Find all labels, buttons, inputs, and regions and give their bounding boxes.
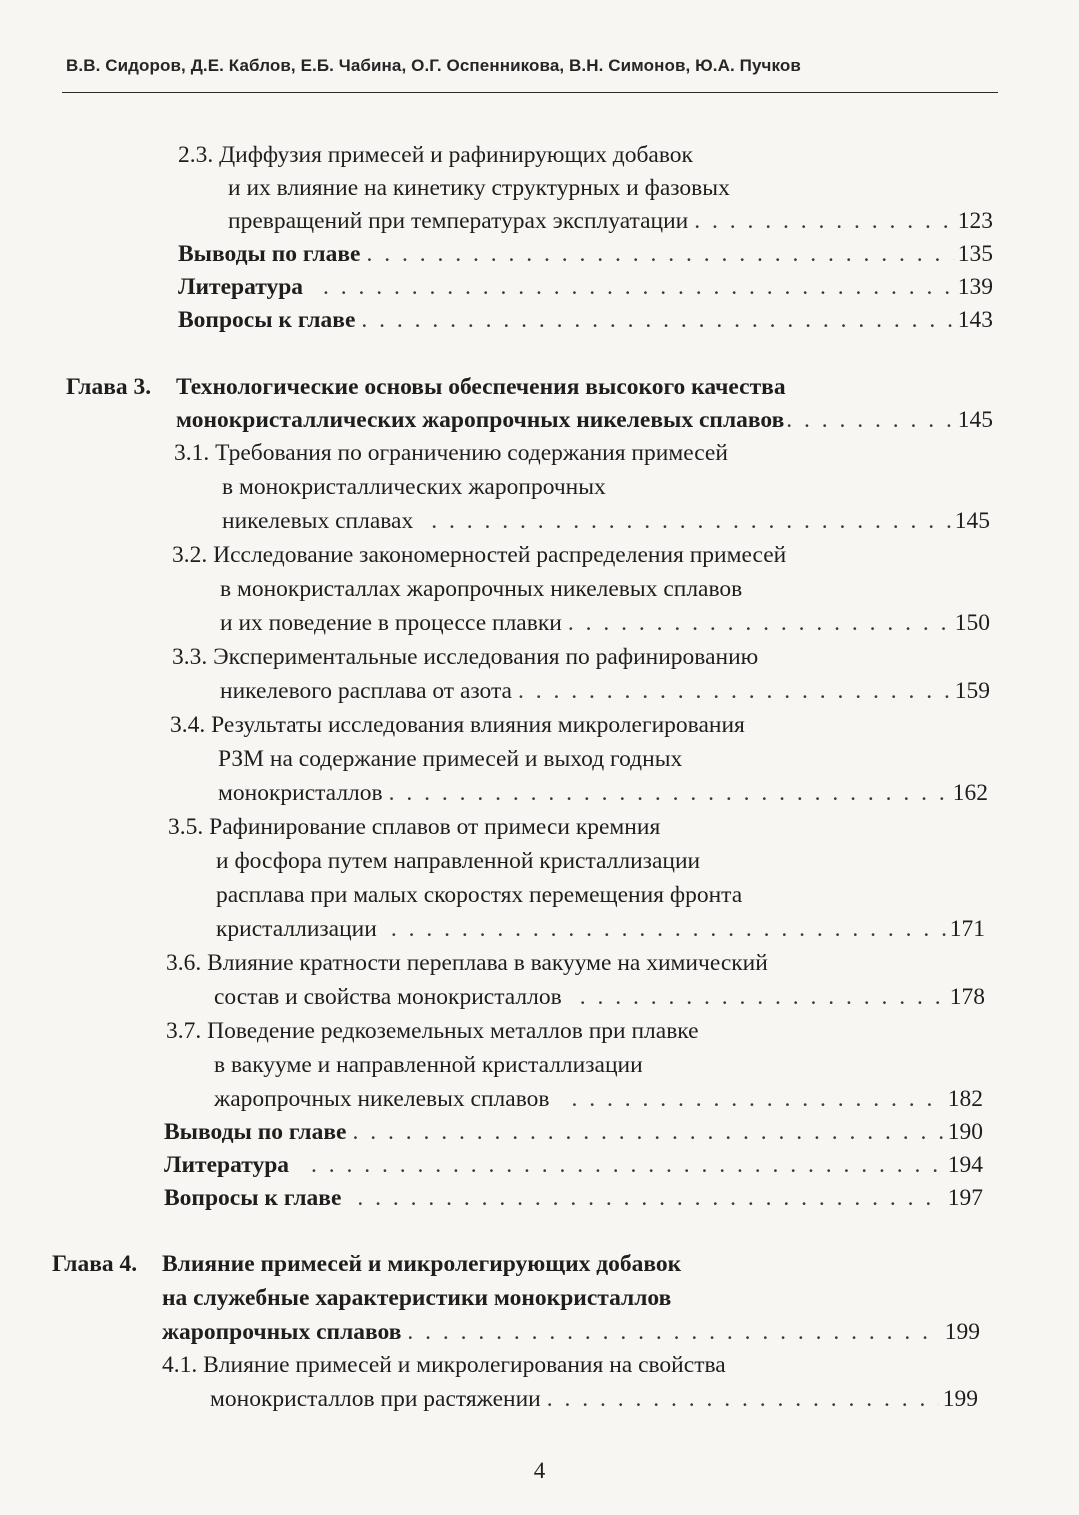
chapter-4-title-line-2: на служебные характеристики монокристаллов [162, 1285, 672, 1311]
leader-dots [391, 914, 946, 944]
toc-page-number: 145 [954, 508, 990, 534]
toc-page-number: 150 [954, 610, 990, 636]
toc-entry-ch2-questions[interactable] [178, 305, 993, 335]
toc-entry-3-4-line-3: монокристаллов [218, 780, 383, 806]
toc-page-number: 178 [949, 984, 985, 1010]
toc-entry-ch2-conclusions[interactable] [178, 239, 993, 269]
toc-entry-4-1-line-2: монокристаллов при растяжении [210, 1386, 541, 1412]
toc-entry-3-5-line-4: кристаллизации [216, 916, 377, 942]
toc-entry-label: Выводы по главе [164, 1119, 347, 1145]
leader-dots [580, 982, 946, 1012]
toc-entry-3-4-line-1: 3.4. Результаты исследования влияния микролегирования [170, 712, 745, 738]
toc-entry-4-1-line-1: 4.1. Влияние примесей и микролегирования на свойства [162, 1352, 726, 1378]
toc-entry-chapter-3[interactable] [176, 405, 993, 435]
leader-dots [311, 1150, 944, 1180]
leader-dots [518, 676, 951, 706]
toc-entry-3-1-line-2: в монокристаллических жаропрочных [222, 474, 606, 500]
leader-dots [786, 405, 953, 435]
toc-entry-3-7-line-1: 3.7. Поведение редкоземельных металлов при плавке [166, 1018, 699, 1044]
toc-page-number: 139 [957, 274, 993, 300]
toc-page-number: 171 [949, 916, 985, 942]
chapter-4-title-line-3: жаропрочных сплавов [162, 1319, 402, 1345]
toc-entry-label: Вопросы к главе [164, 1185, 342, 1211]
toc-entry-3-6[interactable] [214, 982, 985, 1012]
toc-page-number: 123 [957, 208, 993, 234]
toc-page-number: 162 [952, 780, 988, 806]
toc-entry-3-3-line-1: 3.3. Экспериментальные исследования по рафинированию [172, 644, 759, 670]
toc-entry-3-4-line-2: РЗМ на содержание примесей и выход годных [218, 746, 683, 772]
leader-dots [568, 608, 951, 638]
leader-dots [571, 1084, 943, 1114]
toc-page-number: 199 [944, 1319, 980, 1345]
toc-entry-ch3-conclusions[interactable] [164, 1117, 983, 1147]
toc-entry-3-2-line-1: 3.2. Исследование закономерностей распределения примесей [172, 542, 787, 568]
toc-page-number: 199 [942, 1386, 978, 1412]
toc-entry-2-3-line-1: 2.3. Диффузия примесей и рафинирующих добавок [178, 142, 693, 168]
toc-entry-label: Литература [178, 274, 304, 300]
toc-entry-3-5-line-2: и фосфора путем направленной кристаллизации [216, 848, 701, 874]
toc-entry-3-5[interactable] [216, 914, 985, 944]
toc-page-number: 194 [947, 1152, 983, 1178]
leader-dots [694, 206, 954, 236]
leader-dots [389, 778, 949, 808]
chapter-4-title-line-1: Влияние примесей и микролегирующих добавок [162, 1251, 682, 1277]
toc-entry-3-2-line-3: и их поведение в процессе плавки [220, 610, 562, 636]
toc-entry-ch3-questions[interactable] [164, 1183, 983, 1213]
leader-dots [357, 1183, 943, 1213]
toc-entry-3-3-line-2: никелевого расплава от азота [220, 678, 512, 704]
toc-entry-3-7-line-2: в вакууме и направленной кристаллизации [214, 1052, 643, 1078]
leader-dots [407, 1317, 940, 1347]
leader-dots [366, 239, 953, 269]
toc-entry-label: Вопросы к главе [178, 307, 356, 333]
toc-entry-3-1-line-3: никелевых сплавах [222, 508, 414, 534]
toc-entry-3-1[interactable] [222, 506, 990, 536]
toc-entry-ch2-literature[interactable] [178, 272, 993, 302]
toc-entry-3-2[interactable] [220, 608, 990, 638]
header-rule [62, 92, 998, 93]
toc-entry-ch3-literature[interactable] [164, 1150, 983, 1180]
toc-entry-chapter-4[interactable] [162, 1317, 980, 1347]
toc-entry-label: Литература [164, 1152, 290, 1178]
leader-dots [547, 1384, 939, 1414]
toc-entry-3-7[interactable] [214, 1084, 983, 1114]
toc-entry-3-5-line-3: расплава при малых скоростях перемещения фронта [216, 882, 743, 908]
leader-dots [361, 305, 953, 335]
toc-entry-2-3[interactable] [228, 206, 993, 236]
chapter-4-label: Глава 4. [52, 1251, 138, 1277]
leader-dots [431, 506, 951, 536]
toc-entry-3-4[interactable] [218, 778, 988, 808]
toc-entry-2-3-line-2: и их влияние на кинетику структурных и фазовых [228, 175, 730, 201]
toc-entry-3-6-line-2: состав и свойства монокристаллов [214, 984, 562, 1010]
toc-page-number: 143 [957, 307, 993, 333]
chapter-3-title-line-2: монокристаллических жаропрочных никелевых сплавов [176, 407, 785, 433]
chapter-3-label: Глава 3. [66, 374, 152, 400]
toc-page-number: 145 [957, 407, 993, 433]
toc-entry-3-3[interactable] [220, 676, 990, 706]
chapter-3-title-line-1: Технологические основы обеспечения высокого качества [176, 374, 786, 400]
leader-dots [323, 272, 954, 302]
toc-entry-2-3-line-3: превращений при температурах эксплуатации [228, 208, 689, 234]
toc-entry-3-5-line-1: 3.5. Рафинирование сплавов от примеси кремния [168, 814, 661, 840]
toc-page-number: 197 [947, 1185, 983, 1211]
leader-dots [352, 1117, 943, 1147]
toc-entry-label: Выводы по главе [178, 241, 361, 267]
toc-entry-3-6-line-1: 3.6. Влияние кратности переплава в вакууме на химический [166, 950, 768, 976]
page-number: 4 [533, 1458, 546, 1483]
toc-page-number: 190 [947, 1119, 983, 1145]
running-header-authors: В.В. Сидоров, Д.Е. Каблов, Е.Б. Чабина, О.Г. Оспенникова, В.Н. Симонов, Ю.А. Пучков [66, 56, 801, 75]
toc-entry-3-2-line-2: в монокристаллах жаропрочных никелевых сплавов [220, 576, 743, 602]
toc-entry-4-1[interactable] [210, 1384, 978, 1414]
toc-page-number: 159 [954, 678, 990, 704]
toc-entry-3-1-line-1: 3.1. Требования по ограничению содержания примесей [174, 440, 728, 466]
toc-page-number: 135 [957, 241, 993, 267]
toc-page-number: 182 [947, 1086, 983, 1112]
toc-entry-3-7-line-3: жаропрочных никелевых сплавов [214, 1086, 550, 1112]
